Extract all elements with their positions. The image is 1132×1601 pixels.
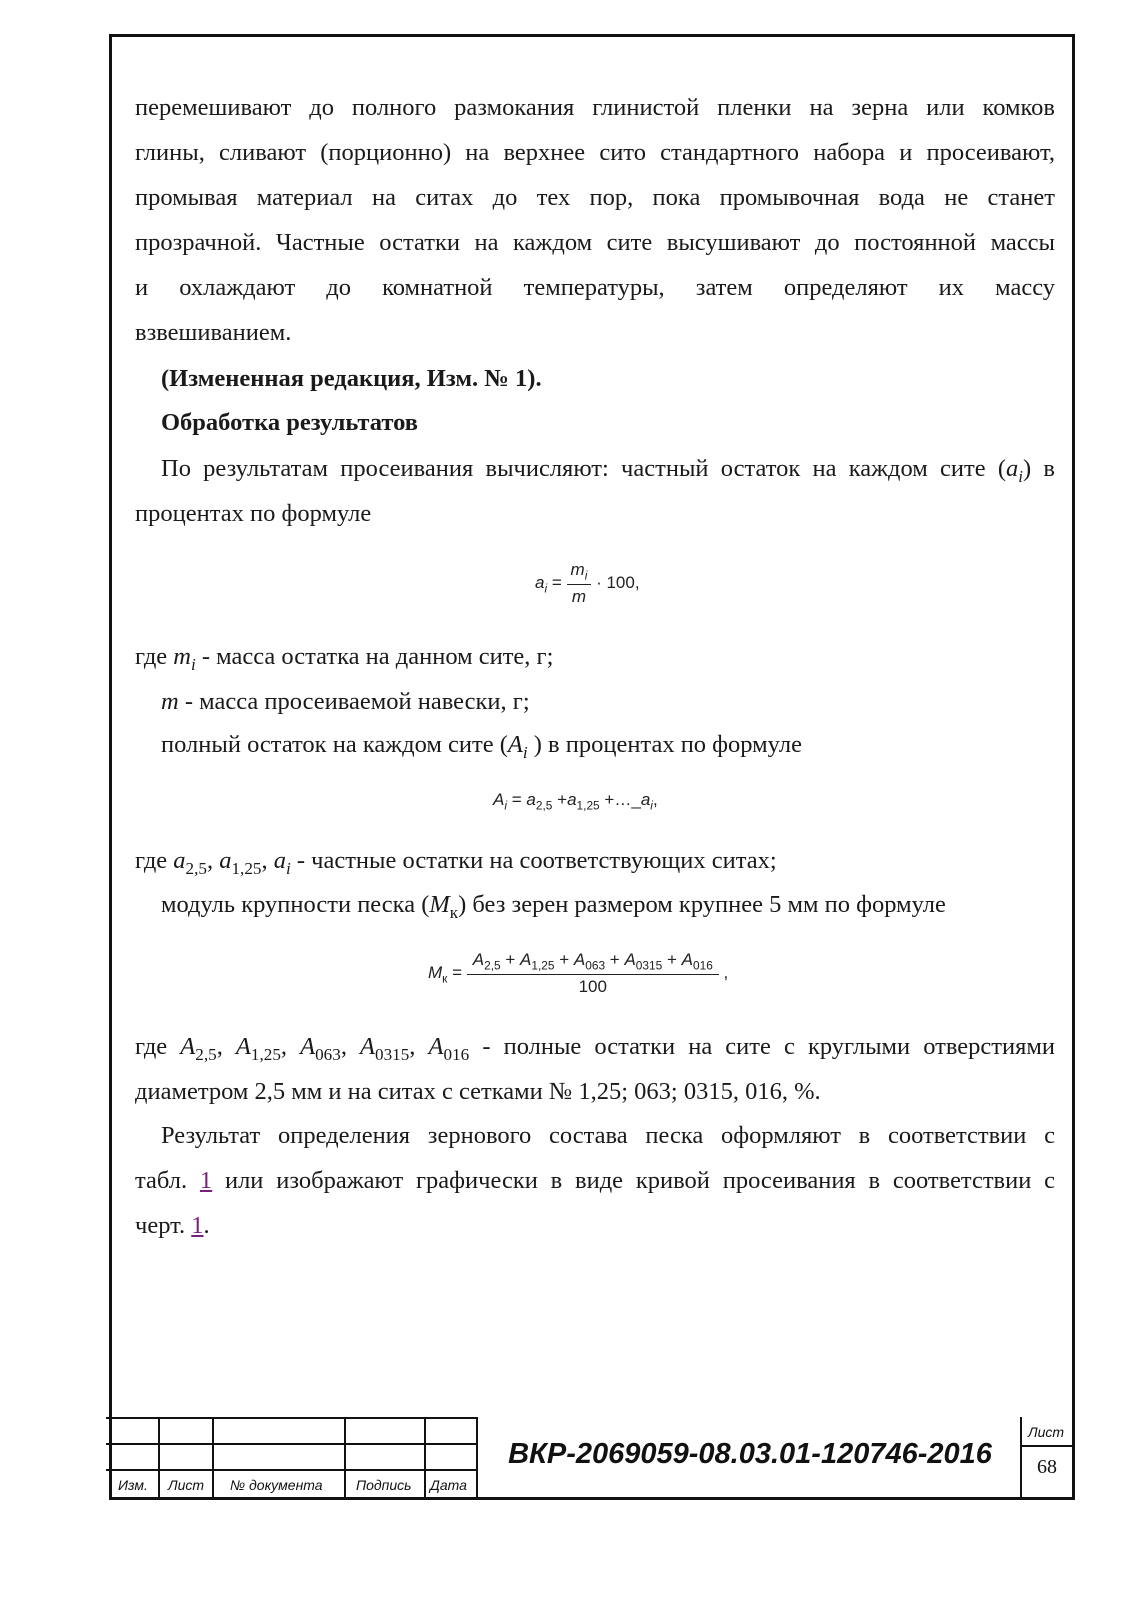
stamp-label-izm: Изм. [118,1477,148,1493]
result-line: черт. 1. [135,1212,210,1239]
formula-partial-residue: $a_i$ = $\frac{m_i}{m}$ · 100, [535,560,640,607]
full-residue-line: полный остаток на каждом сите ($A_i$ ) в процентах по формуле [161,731,802,762]
edition-note: (Измененная редакция, Изм. № 1). [161,365,542,392]
section-heading: Обработка результатов [161,409,418,436]
where-line: диаметром 2,5 мм и на ситах с сетками № 1,25; 063; 0315, 016, %. [135,1078,821,1105]
result-line: Результат определения зернового состава песка оформляют в соответствии с [161,1122,1055,1149]
drawing-1-link[interactable]: 1 [191,1212,204,1239]
where-line: где $A_{2,5}$, $A_{1,25}$, $A_{063}$, $A_{0315}$, $A_{016}$ - полные остатки на сите с круглыми отверстиями [135,1033,1056,1064]
stamp-label-document: № документа [230,1477,323,1493]
where-line: где $m_i$ - масса остатка на данном сите, г; [135,643,554,674]
paragraph-line: прозрачной. Частные остатки на каждом сите высушивают до постоянной массы [135,229,1055,256]
stamp-label-sheet: Лист [1028,1424,1065,1440]
paragraph-line: перемешивают до полного размокания глинистой пленки на зерна или комков [135,94,1055,121]
stamp-label-date: Дата [430,1477,467,1493]
table-1-link[interactable]: 1 [199,1167,213,1194]
sheet-number: 68 [1037,1456,1057,1478]
stamp-label-list: Лист [168,1477,205,1493]
document-code: ВКР-2069059-08.03.01-120746-2016 [508,1438,992,1470]
formula-full-residue: $A_i = a_{2,5} +a_{1,25}$ $+\dots\_a_i$, [493,790,658,813]
result-line: табл. 1 или изображают графически в виде кривой просеивания в соответствии с [135,1167,1055,1194]
paragraph-line: и охлаждают до комнатной температуры, затем определяют их массу [135,274,1055,301]
where-line: где $a_{2,5}$, $a_{1,25}$, $a_i$ - частные остатки на соответствующих ситах; [135,847,777,878]
paragraph-line: взвешиванием. [135,319,292,346]
paragraph-line: промывая материал на ситах до тех пор, пока промывочная вода не станет [135,184,1055,211]
paragraph-line: глины, сливают (порционно) на верхнее сито стандартного набора и просеивают, [135,139,1055,166]
stamp-label-signature: Подпись [356,1477,412,1493]
where-line: m - масса просеиваемой навески, г; [161,688,530,715]
formula-fineness-modulus: $M_к$ = $\frac{A_{2,5} + A_{1,25} + A_{063} + A_{0315} + A_{016}}{100}$ , [428,950,729,997]
intro-line: процентах по формуле [135,500,372,527]
modulus-line: модуль крупности песка $(M_к)$ без зерен размером крупнее 5 мм по формуле [161,891,946,922]
intro-line: По результатам просеивания вычисляют: частный остаток на каждом сите $(a_i)$ в [161,455,1055,486]
